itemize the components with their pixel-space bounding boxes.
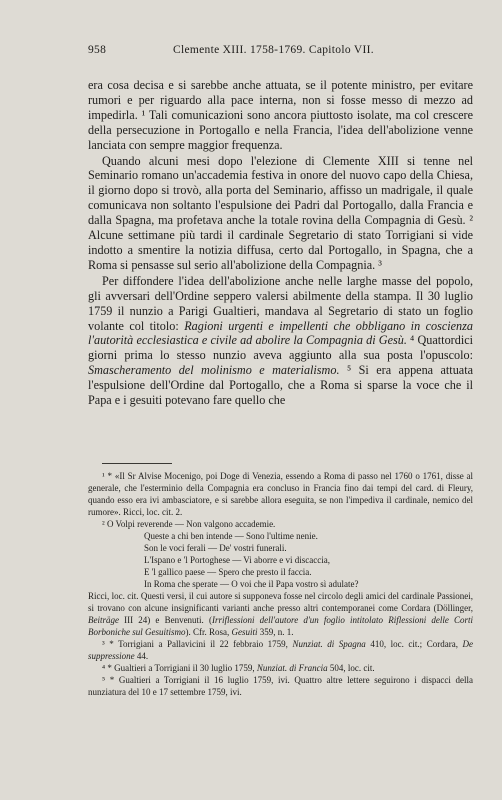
text-run: III 24) e Benvenuti. ( <box>119 615 212 625</box>
text-run: ⁴ * Gualtieri a Torrigiani il 30 luglio 1759, <box>102 663 257 673</box>
footnotes <box>88 470 473 698</box>
italic-title: Ragioni urgenti e impellenti che obbligano in coscienza l'autorità ecclesiastica e civile ad abolire la Compagnia di Gesù. <box>88 318 473 348</box>
text-run: 504, loc. cit. <box>327 663 375 673</box>
text-run: 44. <box>134 651 149 661</box>
paragraph <box>88 78 473 153</box>
footnote-verse-line: L'Ispano e 'l Portoghese — Vi aborre e vi discaccia, <box>144 555 330 565</box>
footnote-verse-line: In Roma che sperate — O voi che il Papa vostro sì adulate? <box>144 579 359 589</box>
page-number: 958 <box>88 44 107 56</box>
text-run: ). Cfr. Rosa, <box>185 627 232 637</box>
text-run: ⁵ * Gualtieri a Torrigiani il 16 luglio 1759, ivi. Quattro altre lettere seguirono i dispacci della nunziatura del 10 e 17 settembre 1759, ivi. <box>88 675 473 697</box>
text-run: ³ * Torrigiani a Pallavicini il 22 febbraio 1759, <box>102 639 293 649</box>
italic-title: Beiträge <box>88 615 119 625</box>
footnote <box>88 638 473 662</box>
footnote-verse-line: Queste a chi ben intende — Sono l'ultime nenie. <box>144 531 318 541</box>
footnote-divider <box>102 463 172 464</box>
italic-title: De suppressione <box>88 639 473 661</box>
text-run: ⁵ Si era appena attuata l'espulsione dell'Ordine dal Portogallo, che a Roma si sparse la voce che il Papa e i gesuiti potevano fare quello che <box>88 363 473 408</box>
footnote-verse-line: E 'l gallico paese — Spero che presto il faccia. <box>144 567 312 577</box>
paragraph <box>88 274 473 408</box>
text-run: Ricci, loc. cit. Questi versi, il cui autore si supponeva fosse nel circolo degli amici del cardinale Passionei, si trovano con alcune insignificanti varianti anche presso altri contemporanei come Cordara (Döllinger, <box>88 591 473 613</box>
italic-title: Nunziat. di Francia <box>256 663 328 673</box>
text-run: era cosa decisa e si sarebbe anche attuata, se il potente ministro, per evitare rumori e per riguardo alla pace interna, non si fosse messo di mezzo ad impedirla. ¹ Tali comunicazioni sono ancora piuttosto isolate, ma col crescere della persecuzione in Portogallo e nella Francia, l'idea dell'abolizione venne lanciata con sempre maggior frequenza. <box>88 78 473 152</box>
italic-title: Gesuiti <box>231 627 258 637</box>
running-title: Clemente XIII. 1758-1769. Capitolo VII. <box>173 44 374 56</box>
footnote-verse-line: ² O Volpi reverende — Non valgono accademie. <box>102 519 276 529</box>
text-run: Quando alcuni mesi dopo l'elezione di Clemente XIII si tenne nel Seminario romano un'accademia festiva in onore del nuovo capo della Chiesa, il giorno dopo si trovò, alla porta del Seminario, affisso un madrigale, il quale comunicava non soltanto l'espulsione dei Padri dal Portogallo, dalla Francia e dalla Spagna, ma profetava anche la totale rovina della Compagnia di Gesù. ² Alcune settimane più tardi il cardinale Segretario di stato Torrigiani si vide indotto a smentire la notizia diffusa, certo dal Portogallo, in Spagna, che a Roma si pensasse sul serio all'abolizione della Compagnia. ³ <box>88 153 473 272</box>
italic-title: Nunziat. di Spagna <box>292 639 366 649</box>
text-run: ¹ * «Il Sr Alvise Mocenigo, poi Doge di Venezia, essendo a Roma di passo nel 1760 o 1761, disse al generale, che l'esterminio della Compagnia era concluso in Francia fino dai tempi del card. di Fleury, quando esso era ivi ambasciatore, e si sarebbe allora eseguita, se non l'impediva il cardinale, nemico del rumore». Ricci, loc. cit. 2. <box>88 471 473 517</box>
footnote <box>88 590 473 638</box>
footnote-verse-line: Son le voci ferali — De' vostri funerali. <box>144 543 287 553</box>
main-text <box>88 78 473 408</box>
footnote <box>88 470 473 518</box>
footnote <box>88 662 473 674</box>
text-run: 410, loc. cit.; Cordara, <box>365 639 463 649</box>
italic-title: Smascheramento del molinismo e materialismo. <box>88 363 340 378</box>
footnote <box>88 674 473 698</box>
paragraph <box>88 154 473 273</box>
page-header <box>88 44 478 60</box>
text-run: 359, n. 1. <box>257 627 294 637</box>
italic-title: Irriflessioni dell'autore d'un foglio intitolato Riflessioni delle Corti Borboniche sul Gesuitismo <box>88 615 473 637</box>
text-run: Per diffondere l'idea dell'abolizione anche nelle larghe masse del popolo, gli avversari dell'Ordine seppero valersi abilmente della stampa. Il 30 luglio 1759 il nunzio a Parigi Gualtieri, mandava al Segretario di stato un foglio volante col titolo: <box>88 273 473 333</box>
text-run: ⁴ Quattordici giorni prima lo stesso nunzio aveva aggiunto alla sua posta l'opuscolo: <box>88 333 473 363</box>
